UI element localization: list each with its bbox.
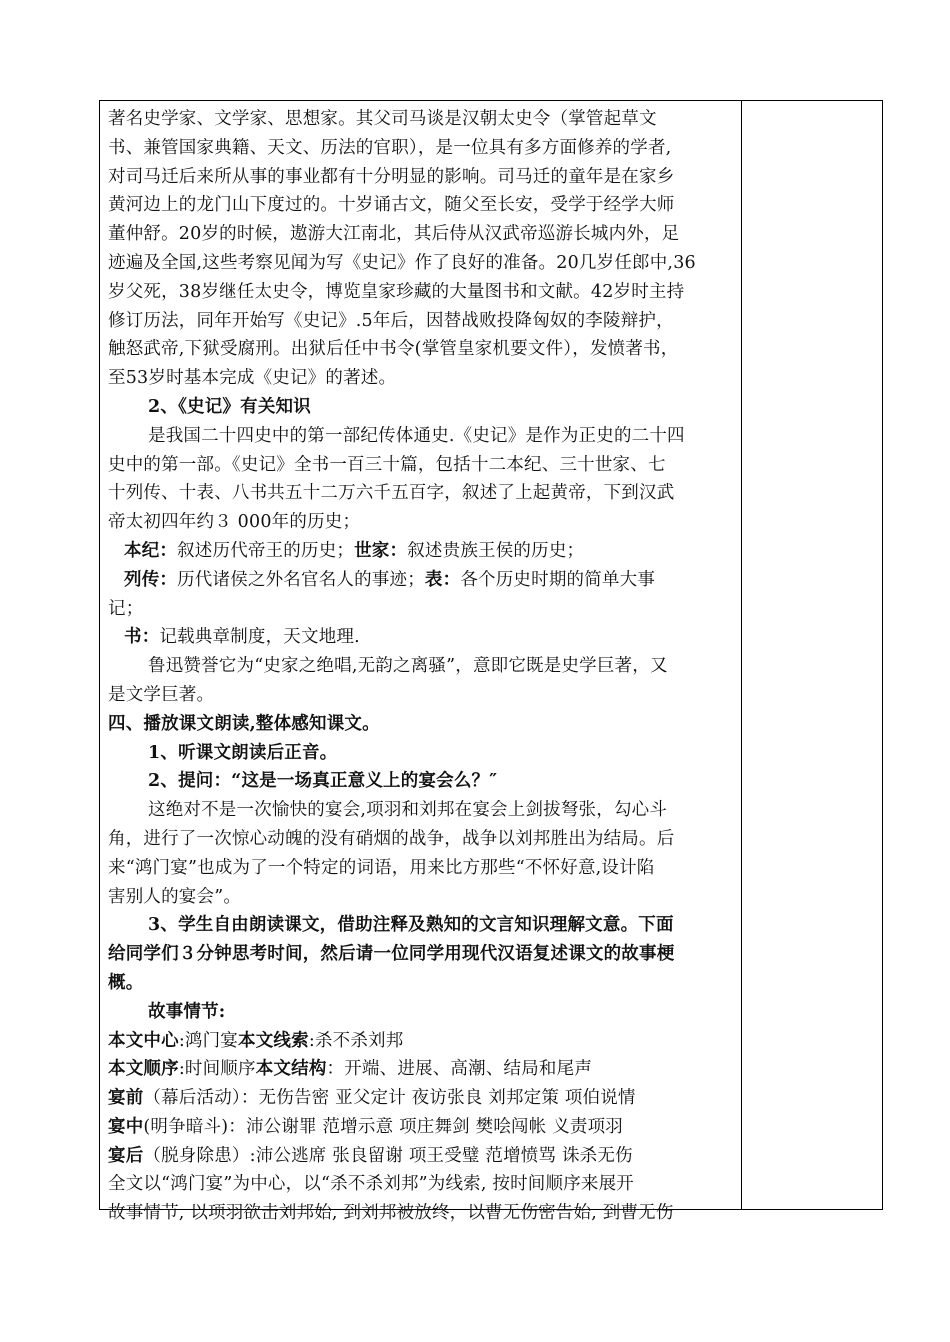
shu-term: 书： xyxy=(124,627,160,648)
biography-line: 触怒武帝,下狱受腐刑。出狱后任中书令(掌管皇家机要文件），发愤著书， xyxy=(108,339,679,360)
story-summary: 全文以“鸿门宴”为中心，以“杀不杀刘邦”为线索, 按时间顺序来展开 xyxy=(108,1174,635,1195)
biography-line: 修订历法，同年开始写《史记》.5年后，因替战败投降匈奴的李陵辩护， xyxy=(108,310,674,331)
shijia-text: 叙述贵族王侯的历史； xyxy=(407,540,585,561)
structure-text: ：开端、进展、高潮、结局和尾声 xyxy=(326,1059,593,1080)
order-text: :时间顺序 xyxy=(178,1059,256,1080)
lesson-content-cell xyxy=(108,105,736,1228)
order-term: 本文顺序 xyxy=(108,1059,179,1080)
biography-line: 董仲舒。20岁的时候，遨游大江南北，其后侍从汉武帝巡游长城内外，足 xyxy=(108,224,680,245)
liezhuan-text: 历代诸侯之外名官名人的事迹； xyxy=(177,569,425,590)
shiji-intro: 帝太初四年约３ 000年的历史； xyxy=(108,512,361,533)
section4-item1: 1、听课文朗读后正音。 xyxy=(148,742,338,763)
benji-text: 叙述历代帝王的历史； xyxy=(177,540,355,561)
biography-line: 岁父死，38岁继任太史令，博览皇家珍藏的大量图书和文献。42岁时主持 xyxy=(108,281,685,302)
after-text: （脱身除患）:沛公逃席 张良留谢 项王受璧 范增愤骂 诛杀无伤 xyxy=(143,1145,633,1166)
biography-line: 迹遍及全国,这些考察见闻为写《史记》作了良好的准备。20几岁任郎中,36 xyxy=(108,252,696,273)
column-divider xyxy=(741,101,742,1209)
section4-item3: 给同学们３分钟思考时间，然后请一位同学用现代汉语复述课文的故事梗 xyxy=(108,944,675,965)
shu-text: 记载典章制度，天文地理. xyxy=(159,627,360,648)
biography-line: 黄河边上的龙门山下度过的。十岁诵古文，随父至长安，受学于经学大师 xyxy=(108,195,675,216)
clue-text: :杀不杀刘邦 xyxy=(308,1030,404,1051)
after-term: 宴后 xyxy=(108,1145,144,1166)
before-term: 宴前 xyxy=(108,1088,144,1109)
liezhuan-biao-line xyxy=(108,566,736,595)
clue-term: 本文线索 xyxy=(238,1030,309,1051)
center-term: 本文中心 xyxy=(108,1030,179,1051)
story-center-line xyxy=(108,1027,736,1056)
biography-line: 至53岁时基本完成《史记》的著述。 xyxy=(108,368,397,389)
shiji-intro: 是我国二十四史中的第一部纪传体通史.《史记》是作为正史的二十四 xyxy=(148,425,685,446)
shu-line xyxy=(108,623,736,652)
before-text: （幕后活动）：无伤告密 亚父定计 夜访张良 刘邦定策 项伯说情 xyxy=(143,1088,636,1109)
section4-answer: 害别人的宴会”。 xyxy=(108,886,242,907)
story-after-line xyxy=(108,1142,736,1171)
during-term: 宴中 xyxy=(108,1116,144,1137)
luxun-line: 鲁迅赞誉它为“史家之绝唱,无韵之离骚”，意即它既是史学巨著，又 xyxy=(148,656,668,677)
benji-shijia-line xyxy=(108,537,736,566)
shiji-heading: 2、《史记》有关知识 xyxy=(148,396,311,417)
biography-line: 著名史学家、文学家、思想家。其父司马谈是汉朝太史令（掌管起草文 xyxy=(108,109,657,129)
biao-text: 各个历史时期的简单大事 xyxy=(460,569,656,590)
shiji-intro: 十列传、十表、八书共五十二万六千五百字，叙述了上起黄帝，下到汉武 xyxy=(108,483,675,504)
shiji-intro: 史中的第一部。《史记》全书一百三十篇，包括十二本纪、三十世家、七 xyxy=(108,454,666,475)
during-text: (明争暗斗)：沛公谢罪 范增示意 项庄舞剑 樊哙闯帐 义责项羽 xyxy=(143,1116,624,1137)
story-before-line xyxy=(108,1084,736,1113)
story-heading: 故事情节: xyxy=(148,1001,226,1022)
section4-heading: 四、播放课文朗读,整体感知课文。 xyxy=(108,713,380,734)
section4-answer: 来“鸿门宴”也成为了一个特定的词语，用来比方那些“不怀好意,设计陷 xyxy=(108,857,655,878)
biography-line: 对司马迁后来所从事的事业都有十分明显的影响。司马迁的童年是在家乡 xyxy=(108,166,675,187)
section4-item2: 2、提问：“这是一场真正意义上的宴会么？″ xyxy=(148,771,498,792)
luxun-line: 是文学巨著。 xyxy=(108,684,215,705)
liezhuan-term: 列传： xyxy=(124,569,178,590)
section4-answer: 这绝对不是一次愉快的宴会,项羽和刘邦在宴会上剑拔弩张，勾心斗 xyxy=(148,800,668,821)
story-summary: 故事情节, 以项羽欲击刘邦始, 到刘邦被放终，以曹无伤密告始, 到曹无伤 xyxy=(108,1203,674,1224)
benji-term: 本纪： xyxy=(124,540,178,561)
structure-term: 本文结构 xyxy=(255,1059,327,1080)
section4-answer: 角，进行了一次惊心动魄的没有硝烟的战争，战争以刘邦胜出为结局。后 xyxy=(108,828,675,849)
lesson-table xyxy=(99,100,883,1224)
shijia-term: 世家： xyxy=(354,540,408,561)
story-during-line xyxy=(108,1113,736,1142)
biography-line: 书、兼管国家典籍、天文、历法的官职），是一位具有多方面修养的学者, xyxy=(108,137,672,158)
center-text: :鸿门宴 xyxy=(178,1030,239,1051)
section4-item3: 概。 xyxy=(108,972,144,993)
story-order-line xyxy=(108,1055,736,1084)
biao-term: 表： xyxy=(424,569,461,590)
biao-cont: 记； xyxy=(108,598,144,619)
section4-item3: 3、学生自由朗读课文，借助注释及熟知的文言知识理解文意。下面 xyxy=(148,915,674,936)
